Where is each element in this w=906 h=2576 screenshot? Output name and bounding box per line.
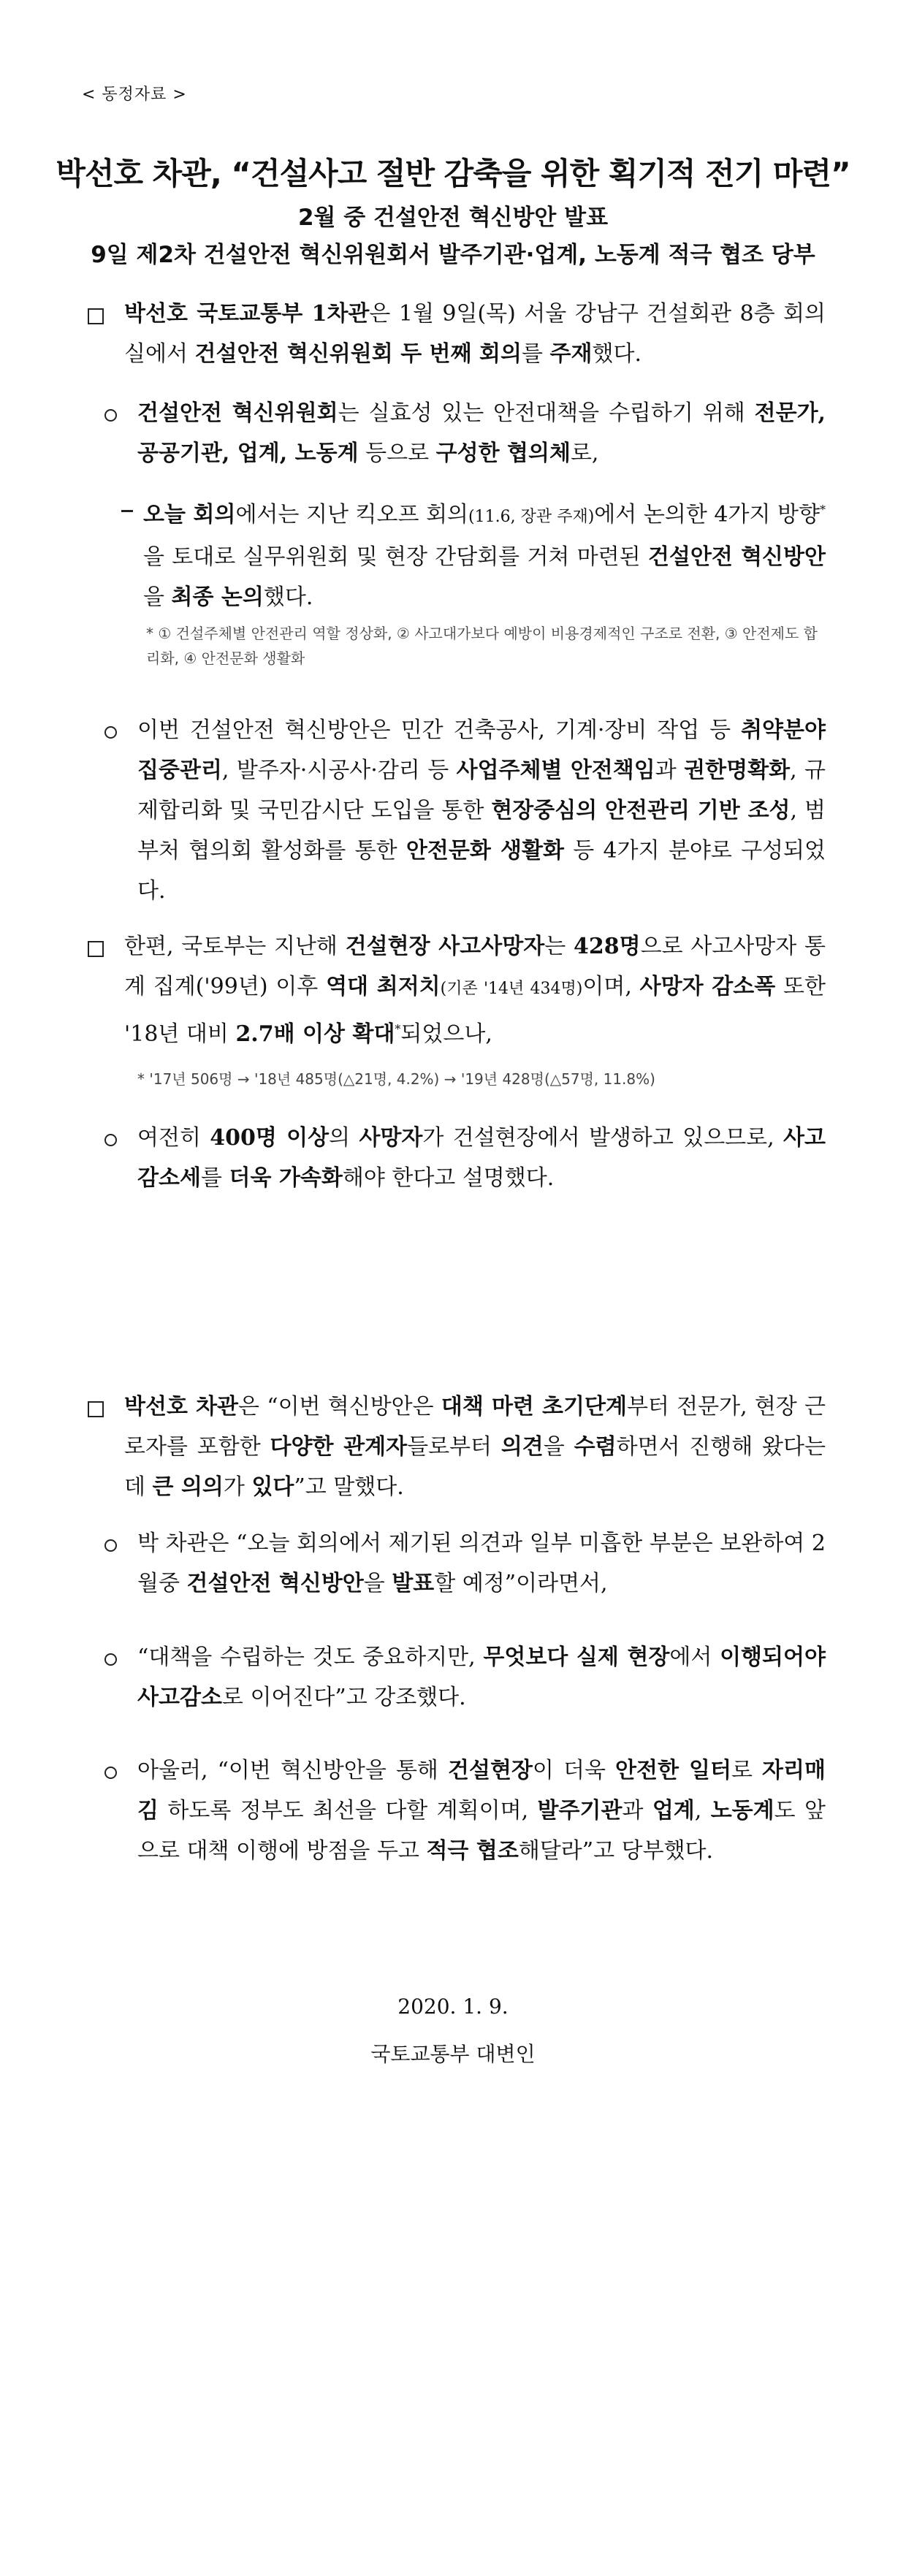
section1-paragraph2: 건설안전 혁신위원회는 실효성 있는 안전대책을 수립하기 위해 전문가, 공공기관, 업계, 노동계 등으로 구성한 협의체로, <box>137 400 826 466</box>
section3-paragraph2: 박 차관은 “오늘 회의에서 제기된 의견과 일부 미흡한 부분은 보완하여 2월중 건설안전 혁신방안을 발표할 예정”이라면서, <box>137 1531 826 1596</box>
dash-bullet-icon <box>121 510 133 512</box>
circle-bullet-icon <box>104 1539 117 1552</box>
section3-paragraph1: 박선호 차관은 “이번 혁신방안은 대책 마련 초기단계부터 전문가, 현장 근로자를 포함한 다양한 관계자들로부터 의견을 수렴하면서 진행해 왔다는 데 큰 의의가 있다”고 말했다. <box>124 1394 826 1500</box>
square-bullet-icon <box>88 1401 104 1417</box>
square-bullet-icon <box>88 941 104 957</box>
page-title: 박선호 차관, “건설사고 절반 감축을 위한 획기적 전기 마련” <box>56 156 850 191</box>
issuing-organization: 국토교통부 대변인 <box>370 2042 536 2066</box>
section2-paragraph2: 여전히 400명 이상의 사망자가 건설현장에서 발생하고 있으므로, 사고 감소세를 더욱 가속화해야 한다고 설명했다. <box>137 1125 826 1191</box>
circle-bullet-icon <box>104 726 117 739</box>
section1-paragraph1: 박선호 국토교통부 1차관은 1월 9일(목) 서울 강남구 건설회관 8층 회의실에서 건설안전 혁신위원회 두 번째 회의를 주재했다. <box>124 301 826 367</box>
circle-bullet-icon <box>104 409 117 422</box>
document-tag: < 동정자료 > <box>82 85 187 104</box>
circle-bullet-icon <box>104 1767 117 1779</box>
section1-paragraph3: 오늘 회의에서는 지난 킥오프 회의(11.6, 장관 주재)에서 논의한 4가지 방향*을 토대로 실무위원회 및 현장 간담회를 거쳐 마련된 건설안전 혁신방안을 최종 논의했다. <box>143 502 826 610</box>
section3-paragraph4: 아울러, “이번 혁신방안을 통해 건설현장이 더욱 안전한 일터로 자리매김 하도록 정부도 최선을 다할 계획이며, 발주기관과 업계, 노동계도 앞으로 대책 이행에 방점을 두고 적극 협조해달라”고 당부했다. <box>137 1758 826 1864</box>
footnote-fatalities: * '17년 506명 → '18년 485명(△21명, 4.2%) → '19년 428명(△57명, 11.8%) <box>137 1070 655 1088</box>
subtitle-1: 2월 중 건설안전 혁신방안 발표 <box>297 205 609 231</box>
section1-paragraph4: 이번 건설안전 혁신방안은 민간 건축공사, 기계·장비 작업 등 취약분야 집중관리, 발주자·시공사·감리 등 사업주체별 안전책임과 권한명확화, 규제합리화 및 국민감시단 도입을 통한 현장중심의 안전관리 기반 조성, 범부처 협의회 활성화를 통한 안전문화 생활화 등 4가지 분야로 구성되었다. <box>137 717 826 904</box>
section2-paragraph1: 한편, 국토부는 지난해 건설현장 사고사망자는 428명으로 사고사망자 통계 집계('99년) 이후 역대 최저치(기존 '14년 434명)이며, 사망자 감소폭 또한 '18년 대비 2.7배 이상 확대*되었으나, <box>124 934 826 1047</box>
section3-paragraph3: “대책을 수립하는 것도 중요하지만, 무엇보다 실제 현장에서 이행되어야 사고감소로 이어진다”고 강조했다. <box>137 1645 826 1710</box>
footnote-directions: * ① 건설주체별 안전관리 역할 정상화, ② 사고대가보다 예방이 비용경제적인 구조로 전환, ③ 안전제도 합리화, ④ 안전문화 생활화 <box>146 625 818 667</box>
circle-bullet-icon <box>104 1653 117 1666</box>
square-bullet-icon <box>88 308 104 324</box>
subtitle-2: 9일 제2차 건설안전 혁신위원회서 발주기관·업계, 노동계 적극 협조 당부 <box>91 242 815 268</box>
release-date: 2020. 1. 9. <box>397 1994 509 2019</box>
circle-bullet-icon <box>104 1134 117 1146</box>
